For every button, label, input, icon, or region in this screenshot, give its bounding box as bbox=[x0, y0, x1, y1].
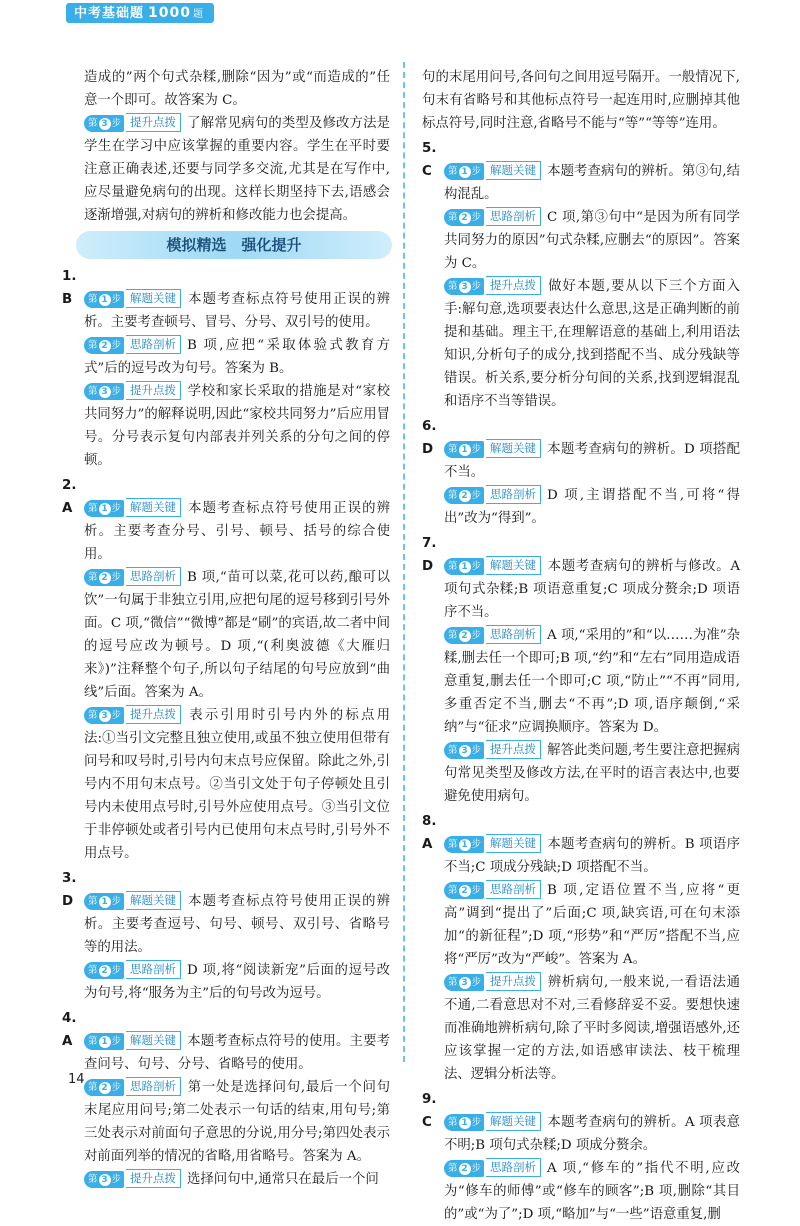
answer-item bbox=[62, 1007, 390, 1191]
answer-item bbox=[422, 810, 740, 1086]
step-text: 本题考查病句的辨析。A 项表意不明;B 项句式杂糅;D 项成分赘余。 bbox=[444, 1115, 740, 1153]
step1-icon: 第 1 步 bbox=[444, 441, 484, 458]
step-text: 本题考查标点符号的使用。主要考查问号、句号、分号、省略号的使用。 bbox=[84, 1034, 390, 1072]
step2-tag: 思路剖析 bbox=[126, 567, 181, 586]
answer-step-2 bbox=[444, 624, 740, 739]
step1-icon: 第 1 步 bbox=[84, 291, 124, 308]
step-text: 本题考查标点符号使用正误的辨析。主要考查分号、引号、顿号、括号的综合使用。 bbox=[84, 501, 390, 562]
step3-icon: 第 3 步 bbox=[444, 742, 484, 759]
answer-step-3 bbox=[84, 704, 390, 865]
step-text: 本题考查标点符号使用正误的辨析。主要考查顿号、冒号、分号、双引号的使用。 bbox=[84, 292, 390, 330]
answer-item bbox=[62, 867, 390, 1005]
answer-step-1 bbox=[422, 415, 740, 484]
answer-number: 2. A bbox=[62, 478, 77, 516]
step3-icon: 第 3 步 bbox=[84, 707, 124, 724]
step-text: A 项,“采用的”和“以……为准”杂糅,删去任一个即可;B 项,“约”和“左右”同用造成语意重复,删去任一个即可;C 项,“防止”“不再”同用,多重否定不当,删去“不再”;D 项,语序颠倒,“采纳”与“征求”应调换顺序。答案为 D。 bbox=[444, 628, 740, 735]
step-text: 本题考查病句的辨析。第③句,结构混乱。 bbox=[444, 164, 740, 202]
step2-tag: 思路剖析 bbox=[486, 207, 541, 226]
intro-step3-text: 了解常见病句的类型及修改方法是学生在学习中应该掌握的重要内容。学生在平时要注意正确表述,还要与同学多交流,尤其是在写作中,应尽量避免病句的出现。这样长期坚持下去,语感会逐渐增强,对病句的辨析和修改能力也会提高。 bbox=[84, 116, 390, 223]
step2-icon: 第 2 步 bbox=[84, 962, 124, 979]
step-text: B 项,“苗可以菜,花可以药,酿可以饮”一句属于非独立引用,应把句尾的逗号移到引号外面。C 项,“微信”“微博”都是“刷”的宾语,故二者中间的逗号应改为顿号。D 项,“(利奥波德《大雁归来》)”注释整个句子,所以句子结尾的句号应放到“曲线”后面。答案为 A。 bbox=[84, 570, 390, 700]
answer-item bbox=[62, 474, 390, 865]
answer-step-1 bbox=[422, 1088, 740, 1157]
series-badge bbox=[66, 3, 214, 23]
step1-tag: 解题关键 bbox=[486, 161, 541, 180]
step3-tag: 提升点拨 bbox=[126, 113, 181, 132]
step-text: 本题考查病句的辨析。B 项语序不当;C 项成分残缺;D 项搭配不当。 bbox=[444, 837, 740, 875]
answer-step-2 bbox=[444, 206, 740, 275]
step3-tag: 提升点拨 bbox=[126, 1169, 181, 1188]
answer-number: 8. A bbox=[422, 814, 437, 852]
step2-icon: 第 2 步 bbox=[84, 1079, 124, 1096]
step2-tag: 思路剖析 bbox=[126, 960, 181, 979]
step-text: 做好本题,要从以下三个方面入手:解句意,选项要表达什么意思,这是正确判断的前提和基础。理主干,在理解语意的基础上,利用语法知识,分析句子的成分,找到搭配不当、成分残缺等错误。析关系,要分析分句间的关系,找到逻辑混乱和语序不当等错误。 bbox=[444, 279, 740, 409]
step-text: C 项,第③句中“是因为所有同学共同努力的原因”句式杂糅,应删去“的原因”。答案为 C。 bbox=[444, 210, 740, 271]
step-text: 辨析病句,一般来说,一看语法通不通,二看意思对不对,三看修辞妥不妥。要想快速而准确地辨析病句,除了平时多阅读,增强语感外,还应该掌握一定的方法,如语感审读法、枝干梳理法、逻辑分析法等。 bbox=[444, 975, 740, 1082]
column-divider bbox=[403, 62, 405, 1062]
step-text: D 项,将“阅读新宠”后面的逗号改为句号,将“服务为主”后的句号改为逗号。 bbox=[84, 963, 390, 1001]
answer-step-2 bbox=[444, 879, 740, 971]
step-text: 本题考查病句的辨析。D 项搭配不当。 bbox=[444, 442, 740, 480]
answer-step-1 bbox=[62, 265, 390, 334]
step-text: B 项,应把“采取体验式教育方式”后的逗号改为句号。答案为 B。 bbox=[84, 338, 390, 376]
step3-icon: 第 3 步 bbox=[84, 383, 124, 400]
answer-step-2 bbox=[84, 1076, 390, 1168]
step2-icon: 第 2 步 bbox=[444, 487, 484, 504]
answer-step-3 bbox=[444, 275, 740, 413]
step2-tag: 思路剖析 bbox=[486, 625, 541, 644]
step3-icon: 第 3 步 bbox=[84, 115, 124, 132]
step3-tag: 提升点拨 bbox=[486, 276, 541, 295]
step3-icon: 第 3 步 bbox=[84, 1171, 124, 1188]
answer-number: 1. B bbox=[62, 269, 77, 307]
answer-item bbox=[422, 137, 740, 413]
intro-step3-paragraph bbox=[62, 112, 390, 227]
answer-step-3 bbox=[444, 971, 740, 1086]
badge-number: 1000 bbox=[148, 5, 191, 21]
badge-text: 中考基础题 bbox=[74, 6, 145, 21]
section-title: 模拟精选 强化提升 bbox=[76, 231, 392, 259]
answer-step-3 bbox=[84, 380, 390, 472]
step1-icon: 第 1 步 bbox=[444, 163, 484, 180]
step2-icon: 第 2 步 bbox=[444, 209, 484, 226]
step1-icon: 第 1 步 bbox=[84, 500, 124, 517]
intro-paragraph: 造成的”两个句式杂糅,删除“因为”或“而造成的”任意一个即可。故答案为 C。 bbox=[84, 70, 390, 108]
answer-step-2 bbox=[84, 334, 390, 380]
step-text: 选择问句中,通常只在最后一个问 bbox=[187, 1172, 379, 1187]
answer-step-2 bbox=[84, 959, 390, 1005]
step-text: D 项,主谓搭配不当,可将“得出”改为“得到”。 bbox=[444, 488, 740, 526]
step-text: 表示引用时引号内外的标点用法:①当引文完整且独立使用,或虽不独立使用但带有问号和叹号时,引号内句末点号应保留。除此之外,引号内不用句末点号。②当引文处于句子停顿处且引号内未使用点号时,引号外应使用点号。③当引文位于非停顿处或者引号内已使用句末点号时,引号外不用点号。 bbox=[84, 708, 390, 861]
step3-icon: 第 3 步 bbox=[444, 974, 484, 991]
answer-number: 6. D bbox=[422, 419, 437, 457]
right-column bbox=[422, 66, 740, 1226]
step2-tag: 思路剖析 bbox=[486, 880, 541, 899]
right-answer-list bbox=[422, 137, 740, 1226]
answer-number: 4. A bbox=[62, 1011, 77, 1049]
left-answer-list bbox=[62, 265, 390, 1191]
step2-icon: 第 2 步 bbox=[444, 882, 484, 899]
step1-tag: 解题关键 bbox=[126, 891, 181, 910]
answer-step-2 bbox=[444, 1157, 740, 1226]
step3-icon: 第 3 步 bbox=[444, 278, 484, 295]
step3-tag: 提升点拨 bbox=[486, 972, 541, 991]
header-bar bbox=[0, 0, 800, 26]
step2-icon: 第 2 步 bbox=[444, 627, 484, 644]
answer-item bbox=[422, 1088, 740, 1226]
answer-step-1 bbox=[62, 1007, 390, 1076]
step2-tag: 思路剖析 bbox=[126, 335, 181, 354]
answer-number: 9. C bbox=[422, 1092, 437, 1130]
answer-number: 3. D bbox=[62, 871, 77, 909]
step-text: 本题考查标点符号使用正误的辨析。主要考查逗号、句号、顿号、双引号、省略号等的用法。 bbox=[84, 894, 390, 955]
answer-item bbox=[422, 415, 740, 530]
right-intro-paragraph: 句的末尾用问号,各问句之间用逗号隔开。一般情况下,句末有省略号和其他标点符号一起连用时,应删掉其他标点符号,同时注意,省略号不能与“等”“等等”连用。 bbox=[422, 70, 740, 131]
answer-item bbox=[422, 532, 740, 808]
step1-tag: 解题关键 bbox=[126, 1031, 181, 1050]
answer-step-1 bbox=[422, 137, 740, 206]
step2-icon: 第 2 步 bbox=[84, 337, 124, 354]
step2-icon: 第 2 步 bbox=[84, 569, 124, 586]
step1-tag: 解题关键 bbox=[486, 834, 541, 853]
step2-tag: 思路剖析 bbox=[486, 485, 541, 504]
step1-icon: 第 1 步 bbox=[444, 836, 484, 853]
step1-tag: 解题关键 bbox=[486, 556, 541, 575]
step-text: 第一处是选择问句,最后一个问句末尾应用问号;第二处表示一句话的结束,用句号;第三处表示对前面句子意思的分说,用分号;第四处表示对前面列举的情况的省略,用省略号。答案为 A。 bbox=[84, 1080, 390, 1164]
step-text: 解答此类问题,考生要注意把握病句常见类型及修改方法,在平时的语言表达中,也要避免使用病句。 bbox=[444, 743, 740, 804]
step-text: B 项,定语位置不当,应将“更高”调到“提出了”后面;C 项,缺宾语,可在句末添加“的新征程”;D 项,“形势”和“严厉”搭配不当,应将“严厉”改为“严峻”。答案为 A。 bbox=[444, 883, 740, 967]
answer-step-1 bbox=[62, 474, 390, 566]
step1-icon: 第 1 步 bbox=[444, 558, 484, 575]
answer-step-1 bbox=[422, 532, 740, 624]
step1-tag: 解题关键 bbox=[486, 1112, 541, 1131]
step1-icon: 第 1 步 bbox=[444, 1114, 484, 1131]
step1-tag: 解题关键 bbox=[486, 439, 541, 458]
step1-tag: 解题关键 bbox=[126, 289, 181, 308]
page-number: 14 bbox=[68, 1072, 85, 1087]
step3-tag: 提升点拨 bbox=[486, 740, 541, 759]
step1-icon: 第 1 步 bbox=[84, 1033, 124, 1050]
badge-suffix: 题 bbox=[192, 9, 204, 20]
answer-step-1 bbox=[422, 810, 740, 879]
step2-tag: 思路剖析 bbox=[486, 1158, 541, 1177]
step1-tag: 解题关键 bbox=[126, 498, 181, 517]
step-text: 本题考查病句的辨析与修改。A 项句式杂糅;B 项语意重复;C 项成分赘余;D 项语序不当。 bbox=[444, 559, 740, 620]
answer-item bbox=[62, 265, 390, 472]
answer-step-3 bbox=[84, 1168, 390, 1191]
step3-tag: 提升点拨 bbox=[126, 705, 181, 724]
left-column bbox=[62, 66, 390, 1191]
step1-icon: 第 1 步 bbox=[84, 893, 124, 910]
answer-step-2 bbox=[84, 566, 390, 704]
answer-step-2 bbox=[444, 484, 740, 530]
answer-number: 5. C bbox=[422, 141, 437, 179]
answer-number: 7. D bbox=[422, 536, 437, 574]
step3-tag: 提升点拨 bbox=[126, 381, 181, 400]
step-text: A 项,“修车的”指代不明,应改为“修车的师傅”或“修车的顾客”;B 项,删除“其目的”或“为了”;D 项,“略加”与“一些”语意重复,删 bbox=[444, 1161, 740, 1222]
step2-tag: 思路剖析 bbox=[126, 1077, 181, 1096]
step-text: 学校和家长采取的措施是对“家校共同努力”的解释说明,因此“家校共同努力”后应用冒号。分号表示复句内部表并列关系的分句之间的停顿。 bbox=[84, 384, 390, 468]
answer-step-1 bbox=[62, 867, 390, 959]
answer-step-3 bbox=[444, 739, 740, 808]
step2-icon: 第 2 步 bbox=[444, 1160, 484, 1177]
